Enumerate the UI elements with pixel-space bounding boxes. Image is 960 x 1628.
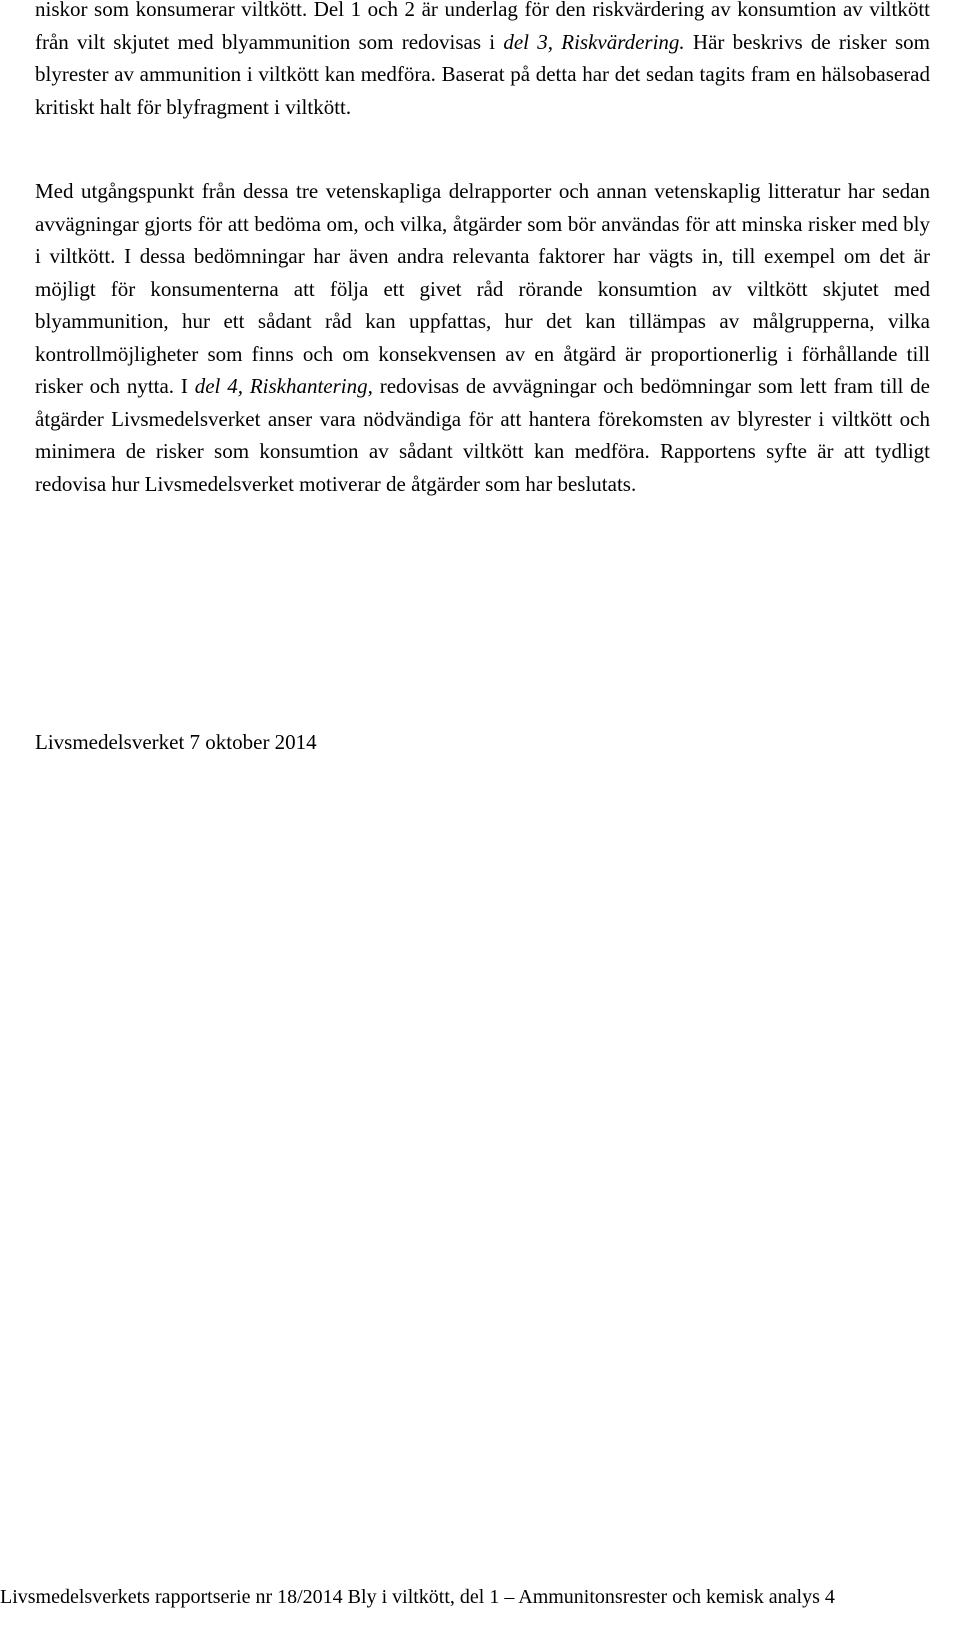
paragraph-1-text-a: niskor som konsumerar viltkött. Del 1 och 2 är underlag för den riskvärdering av konsumtion av viltkött från vilt skjutet med blyammunition som redovisas i bbox=[35, 0, 930, 54]
page-footer bbox=[0, 1583, 948, 1611]
footer-text: Livsmedelsverkets rapportserie nr 18/2014 Bly i viltkött, del 1 ‒ Ammunitonsrester och kemisk analys bbox=[0, 1586, 820, 1608]
page-number: 4 bbox=[824, 1586, 835, 1608]
paragraph-1-text-b: Här beskrivs de risker som blyrester av ammunition i viltkött kan medföra. Baserat på detta har det sedan tagits fram en hälsobaserad kritiskt halt för blyfragment i viltkött. bbox=[35, 29, 930, 119]
body-paragraph-2 bbox=[35, 175, 930, 500]
paragraph-2-italic-reference: del 4, Riskhantering, bbox=[194, 374, 373, 398]
signature-line: Livsmedelsverket 7 oktober 2014 bbox=[35, 730, 317, 754]
body-paragraph-1 bbox=[35, 0, 930, 123]
paragraph-2-text-a: Med utgångspunkt från dessa tre vetenskapliga delrapporter och annan vetenskaplig litteratur har sedan avvägningar gjorts för att bedöma om, och vilka, åtgärder som bör användas för att minska risker med bly i viltkött. I dessa bedömningar har även andra relevanta faktorer har vägts in, till exempel om det är möjligt för konsumenterna att följa ett givet råd rörande konsumtion av viltkött skjutet med blyammunition, hur ett sådant råd kan uppfattas, hur det kan tillämpas av målgrupperna, vilka kontrollmöjligheter som finns och om konsekvensen av en åtgärd är proportionerlig i förhållande till risker och nytta. I bbox=[35, 179, 930, 398]
paragraph-2-text-b: redovisas de avvägningar och bedömningar som lett fram till de åtgärder Livsmedelsverket anser vara nödvändiga för att hantera förekomsten av blyrester i viltkött och minimera de risker som konsumtion av sådant viltkött kan medföra. Rapportens syfte är att tydligt redovisa hur Livsmedelsverket motiverar de åtgärder som har beslutats. bbox=[35, 374, 930, 496]
paragraph-1-italic-reference: del 3, Riskvärdering. bbox=[503, 29, 685, 54]
